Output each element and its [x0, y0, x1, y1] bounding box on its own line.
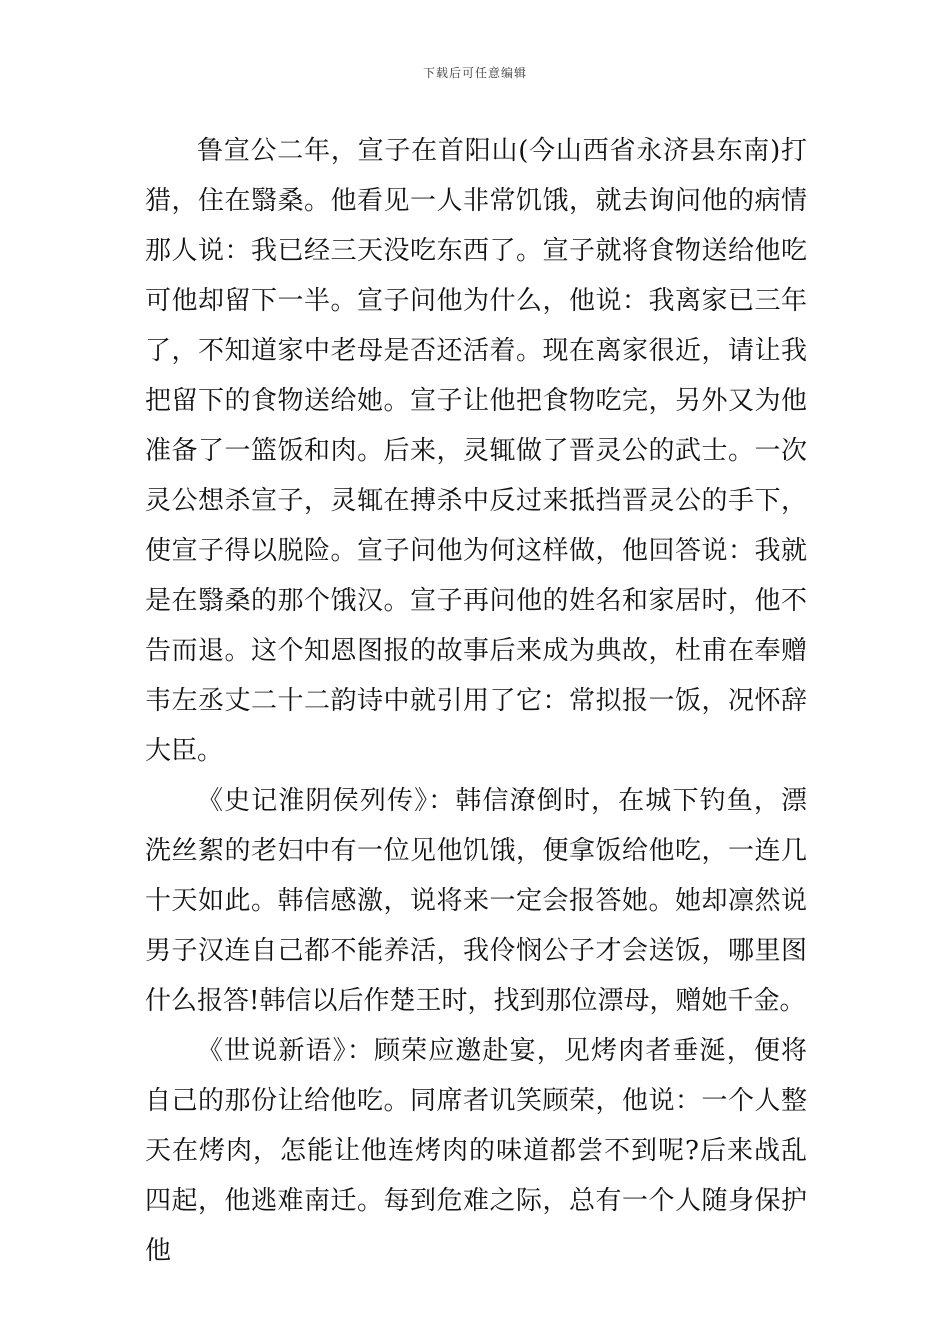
page-header: 下载后可任意编辑: [422, 66, 527, 80]
paragraph-xuanzi: 鲁宣公二年，宣子在首阳山(今山西省永济县东南)打猎，住在翳桑。他看见一人非常饥饿，就去询问他的病情那人说：我已经三天没吃东西了。宣子就将食物送给他吃可他却留下一半。宣子问他为什么，他说：我离家已三年了，不知道家中老母是否还活着。现在离家很近，请让我把留下的食物送给她。宣子让他把食物吃完，另外又为他准备了一篮饭和肉。后来，灵辄做了晋灵公的武士。一次灵公想杀宣子，灵辄在搏杀中反过来抵挡晋灵公的手下，使宣子得以脱险。宣子问他为何这样做，他回答说：我就是在翳桑的那个饿汉。宣子再问他的姓名和家居时，他不告而退。这个知恩图报的故事后来成为典故，杜甫在奉赠韦左丞丈二十二韵诗中就引用了它：常拟报一饭，况怀辞大臣。: [145, 136, 807, 766]
document-body: [145, 126, 807, 1276]
paragraph-hanxin: 《史记淮阴侯列传》：韩信潦倒时，在城下钓鱼，漂洗丝絮的老妇中有一位见他饥饿，便拿饭给他吃，一连几十天如此。韩信感激，说将来一定会报答她。她却凛然说男子汉连自己都不能养活，我伶悯公子才会送饭，哪里图什么报答!韩信以后作楚王时，找到那位漂母，赠她千金。: [145, 786, 807, 1016]
paragraph-gurong: 《世说新语》：顾荣应邀赴宴，见烤肉者垂涎，便将自己的那份让给他吃。同席者讥笑顾荣，他说：一个人整天在烤肉，怎能让他连烤肉的味道都尝不到呢?后来战乱四起，他逃难南迁。每到危难之际，总有一个人随身保护他: [145, 1036, 807, 1266]
